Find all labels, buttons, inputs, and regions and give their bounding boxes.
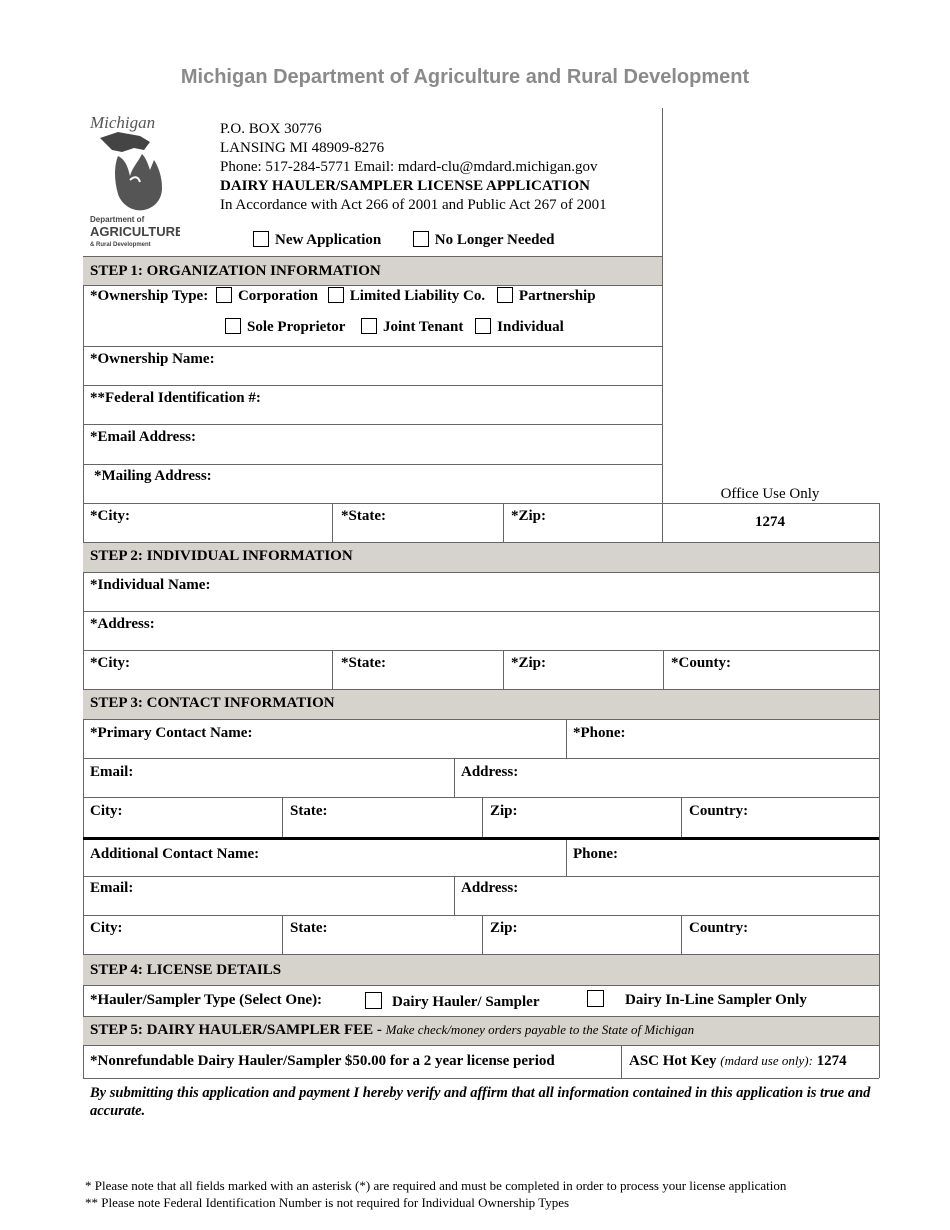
individual-name-field[interactable]: *Individual Name: xyxy=(90,577,211,593)
sole-proprietor-label: Sole Proprietor xyxy=(247,319,346,335)
additional-zip-field[interactable]: Zip: xyxy=(490,920,518,936)
dairy-hauler-option xyxy=(365,992,539,1011)
primary-address-field[interactable]: Address: xyxy=(461,764,519,780)
new-application-checkbox[interactable] xyxy=(253,231,269,247)
individual-state-field[interactable]: *State: xyxy=(341,655,386,671)
step5-heading-row xyxy=(90,1022,694,1039)
ownership-type-row1 xyxy=(90,287,596,305)
individual-checkbox[interactable] xyxy=(475,318,491,334)
additional-email-field[interactable]: Email: xyxy=(90,880,134,896)
logo-dept-of: Department of xyxy=(90,215,145,224)
partnership-label: Partnership xyxy=(518,288,596,304)
office-use-value: 1274 xyxy=(755,514,785,530)
header-block xyxy=(220,120,607,215)
llc-label: Limited Liability Co. xyxy=(349,288,486,304)
org-zip-field[interactable]: *Zip: xyxy=(511,508,547,524)
llc-checkbox[interactable] xyxy=(328,287,344,303)
additional-address-field[interactable]: Address: xyxy=(461,880,519,896)
individual-zip-field[interactable]: *Zip: xyxy=(511,655,547,671)
new-application-label: New Application xyxy=(275,232,382,248)
step5-note: Make check/money orders payable to the State of Michigan xyxy=(385,1022,695,1037)
hotkey-row xyxy=(629,1053,847,1070)
additional-city-field[interactable]: City: xyxy=(90,920,123,936)
ownership-type-label: *Ownership Type: xyxy=(90,288,209,304)
application-type-row xyxy=(253,231,554,249)
sole-proprietor-checkbox[interactable] xyxy=(225,318,241,334)
step4-heading: STEP 4: LICENSE DETAILS xyxy=(90,962,282,978)
primary-email-field[interactable]: Email: xyxy=(90,764,134,780)
footnote-required: * Please note that all fields marked with an asterisk (*) are required and must be completed in order to process your license application xyxy=(85,1178,787,1193)
federal-id-field[interactable]: **Federal Identification #: xyxy=(90,390,261,406)
page-title: Michigan Department of Agriculture and Rural Development xyxy=(180,66,750,88)
joint-tenant-checkbox[interactable] xyxy=(361,318,377,334)
email-address-field[interactable]: *Email Address: xyxy=(90,429,196,445)
step3-heading: STEP 3: CONTACT INFORMATION xyxy=(90,695,335,711)
additional-country-field[interactable]: Country: xyxy=(689,920,749,936)
org-state-field[interactable]: *State: xyxy=(341,508,386,524)
footnote-federal-id: ** Please note Federal Identification Number is not required for Individual Ownership Types xyxy=(85,1195,570,1210)
po-box: P.O. BOX 30776 xyxy=(220,121,322,137)
step2-heading: STEP 2: INDIVIDUAL INFORMATION xyxy=(90,548,353,564)
corporation-checkbox[interactable] xyxy=(216,287,232,303)
inline-sampler-checkbox[interactable] xyxy=(587,990,604,1007)
affirmation-text: By submitting this application and payment I hereby verify and affirm that all information contained in this application is true and accurate. xyxy=(90,1085,871,1119)
primary-country-field[interactable]: Country: xyxy=(689,803,749,819)
partnership-checkbox[interactable] xyxy=(497,287,513,303)
individual-label: Individual xyxy=(497,319,564,335)
ownership-type-row2 xyxy=(225,318,564,336)
contact-line: Phone: 517-284-5771 Email: mdard-clu@mdard.michigan.gov xyxy=(220,159,598,175)
office-use-label: Office Use Only xyxy=(720,486,820,502)
logo-script-text: Michigan xyxy=(90,113,156,132)
primary-zip-field[interactable]: Zip: xyxy=(490,803,518,819)
mdard-logo xyxy=(88,110,180,250)
primary-city-field[interactable]: City: xyxy=(90,803,123,819)
step1-heading: STEP 1: ORGANIZATION INFORMATION xyxy=(90,263,381,279)
step5-heading: STEP 5: DAIRY HAULER/SAMPLER FEE - xyxy=(90,1022,382,1038)
org-city-field[interactable]: *City: xyxy=(90,508,130,524)
individual-address-field[interactable]: *Address: xyxy=(90,616,155,632)
dairy-hauler-checkbox[interactable] xyxy=(365,992,382,1009)
inline-sampler-label: Dairy In-Line Sampler Only xyxy=(625,992,807,1008)
additional-contact-field[interactable]: Additional Contact Name: xyxy=(90,846,260,862)
ownership-name-field[interactable]: *Ownership Name: xyxy=(90,351,215,367)
logo-rural: & Rural Development xyxy=(90,242,151,248)
primary-state-field[interactable]: State: xyxy=(290,803,328,819)
corporation-label: Corporation xyxy=(237,288,318,304)
inline-sampler-option xyxy=(587,990,610,1009)
contact-divider xyxy=(83,837,879,840)
primary-phone-field[interactable]: *Phone: xyxy=(573,725,626,741)
form-title: DAIRY HAULER/SAMPLER LICENSE APPLICATION xyxy=(220,178,590,194)
individual-city-field[interactable]: *City: xyxy=(90,655,130,671)
additional-phone-field[interactable]: Phone: xyxy=(573,846,618,862)
dairy-hauler-label: Dairy Hauler/ Sampler xyxy=(392,994,540,1010)
no-longer-needed-label: No Longer Needed xyxy=(434,232,555,248)
primary-contact-field[interactable]: *Primary Contact Name: xyxy=(90,725,253,741)
hotkey-note: (mdard use only): xyxy=(720,1053,813,1068)
mailing-address-field[interactable]: *Mailing Address: xyxy=(94,468,212,484)
additional-state-field[interactable]: State: xyxy=(290,920,328,936)
hotkey-label: ASC Hot Key xyxy=(629,1053,717,1069)
michigan-map-icon xyxy=(88,110,180,250)
fee-text: *Nonrefundable Dairy Hauler/Sampler $50.00 for a 2 year license period xyxy=(90,1053,555,1069)
city-line: LANSING MI 48909-8276 xyxy=(220,140,385,156)
hauler-type-label: *Hauler/Sampler Type (Select One): xyxy=(90,992,323,1008)
hotkey-value: 1274 xyxy=(816,1053,847,1069)
logo-agriculture: AGRICULTURE xyxy=(90,224,180,239)
individual-county-field[interactable]: *County: xyxy=(671,655,732,671)
no-longer-needed-checkbox[interactable] xyxy=(413,231,429,247)
joint-tenant-label: Joint Tenant xyxy=(382,319,464,335)
accordance-line: In Accordance with Act 266 of 2001 and Public Act 267 of 2001 xyxy=(220,197,607,213)
